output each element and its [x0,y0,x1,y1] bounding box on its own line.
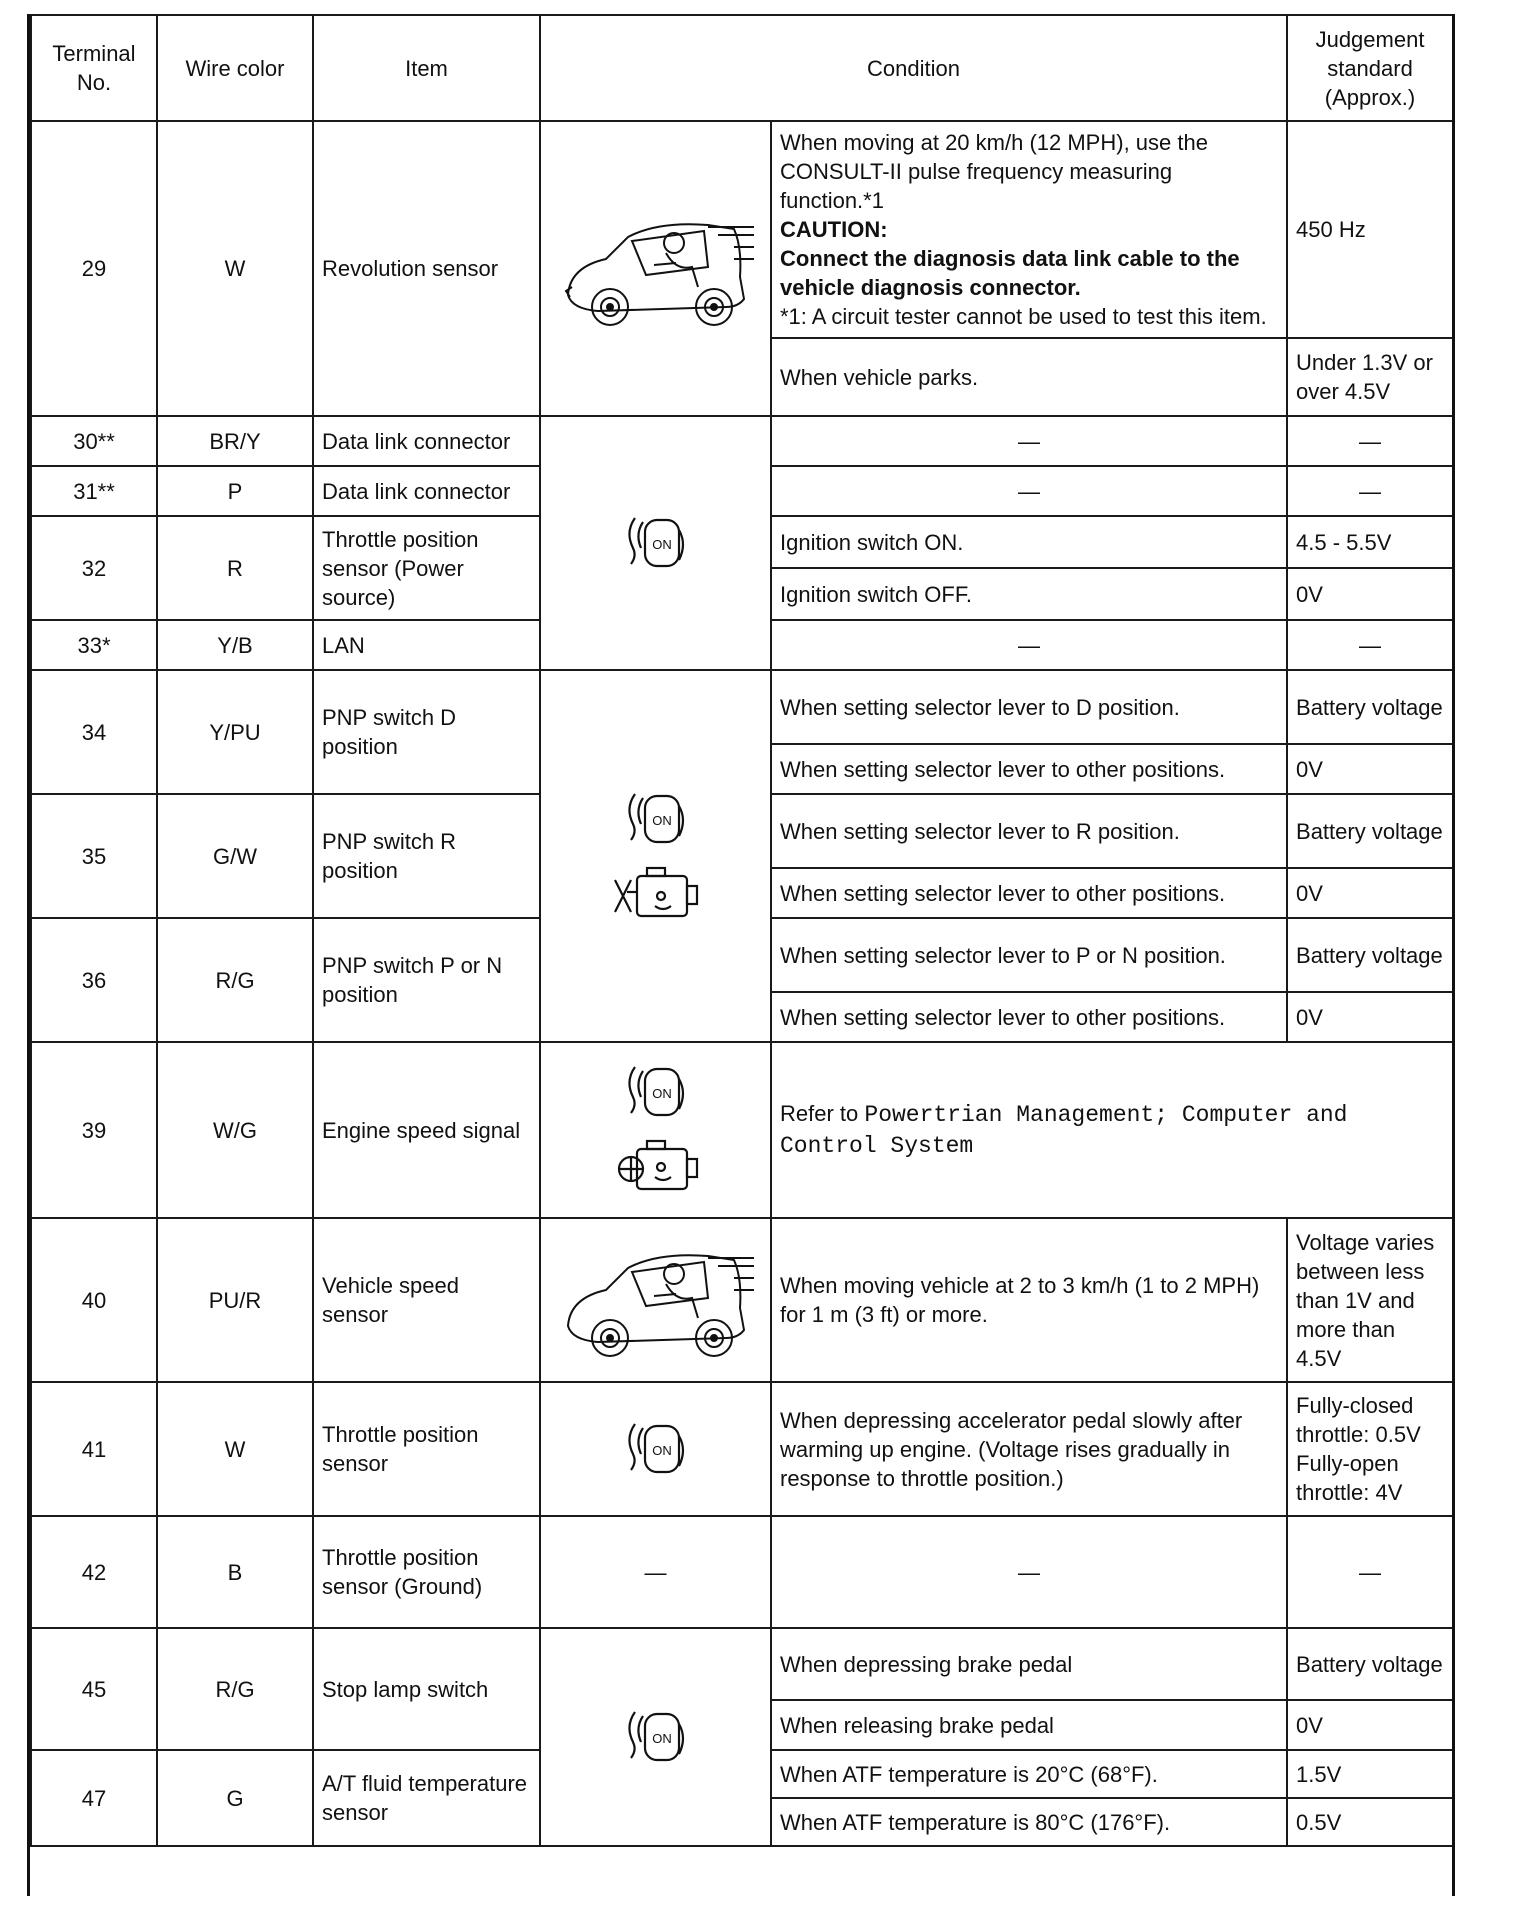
judgement-value: 0.5V [1287,1798,1453,1846]
judgement-value [1287,466,1453,516]
judgement-value: 0V [1287,1700,1453,1750]
wire-color: BR/Y [157,416,313,466]
condition-line: When moving at 20 km/h (12 MPH), use the CONSULT-II pulse frequency measuring function.*1 [780,130,1208,213]
terminal-no: 35 [31,794,157,918]
wire-color: W [157,1382,313,1516]
item-name: LAN [313,620,540,670]
terminal-no: 36 [31,918,157,1042]
ignition-on-key-icon [621,508,691,578]
wire-color: P [157,466,313,516]
condition-text [771,466,1287,516]
judgement-value: Fully-closed throttle: 0.5V Fully-open throttle: 4V [1287,1382,1453,1516]
judgement-value [1287,620,1453,670]
condition-icon-cell [540,1628,771,1846]
judgement-value: 450 Hz [1287,121,1453,338]
caution-label: CAUTION: [780,217,888,242]
condition-text [771,620,1287,670]
header-row [31,15,1453,121]
judgement-value: Under 1.3V or over 4.5V [1287,338,1453,416]
header-terminal: Terminal No. [31,15,157,121]
item-name: A/T fluid temperature sensor [313,1750,540,1846]
item-name: Stop lamp switch [313,1628,540,1750]
condition-text: When setting selector lever to R position. [771,794,1287,868]
svg-text:ON: ON [651,1731,672,1746]
wire-color: Y/B [157,620,313,670]
ignition-on-key-icon [621,1057,691,1127]
table-row [31,416,1453,466]
header-item: Item [313,15,540,121]
terminal-judgement-table [30,14,1454,1847]
table-row [31,670,1453,744]
condition-text: When ATF temperature is 80°C (176°F). [771,1798,1287,1846]
terminal-table-sheet [30,14,1452,1847]
wire-color: W [157,121,313,416]
condition-text [771,1516,1287,1628]
item-name: Throttle position sensor (Power source) [313,516,540,620]
header-condition: Condition [540,15,1287,121]
condition-text: Ignition switch OFF. [771,568,1287,620]
condition-text: When depressing accelerator pedal slowly after warming up engine. (Voltage rises gradually in response to throttle position.) [771,1382,1287,1516]
terminal-no: 32 [31,516,157,620]
judgement-value [1287,1516,1453,1628]
table-row [31,1516,1453,1628]
table-right-border [1452,14,1455,1896]
table-row [31,1628,1453,1700]
refer-prefix: Refer to [780,1101,859,1126]
condition-text: Ignition switch ON. [771,516,1287,568]
engine-stopped-icon [611,862,701,928]
item-name: Throttle position sensor [313,1382,540,1516]
item-name: PNP switch D position [313,670,540,794]
judgement-value: Voltage varies between less than 1V and more than 4.5V [1287,1218,1453,1382]
judgement-value: Battery voltage [1287,918,1453,992]
condition-text: When depressing brake pedal [771,1628,1287,1700]
judgement-value: 4.5 - 5.5V [1287,516,1453,568]
item-name: Vehicle speed sensor [313,1218,540,1382]
wire-color: R [157,516,313,620]
svg-text:ON: ON [651,813,672,828]
judgement-value: Battery voltage [1287,670,1453,744]
condition-icon-cell [540,416,771,670]
wire-color: B [157,1516,313,1628]
svg-text:ON: ON [651,1443,672,1458]
terminal-no: 42 [31,1516,157,1628]
caution-text: Connect the diagnosis data link cable to the vehicle diagnosis connector. [780,246,1240,300]
svg-text:ON: ON [651,1086,672,1101]
judgement-value: 0V [1287,744,1453,794]
item-name: Throttle position sensor (Ground) [313,1516,540,1628]
condition-icon-cell [540,1382,771,1516]
header-judgement: Judgement standard (Approx.) [1287,15,1453,121]
wire-color: R/G [157,1628,313,1750]
wire-color: Y/PU [157,670,313,794]
condition-icon-cell [540,670,771,1042]
condition-icon-cell [540,121,771,416]
terminal-no: 40 [31,1218,157,1382]
condition-text: When setting selector lever to other positions. [771,868,1287,918]
ignition-on-key-icon [621,784,691,854]
item-name: PNP switch R position [313,794,540,918]
judgement-value: 0V [1287,568,1453,620]
condition-text: When setting selector lever to other positions. [771,992,1287,1042]
condition-text: When setting selector lever to other positions. [771,744,1287,794]
header-wire-color: Wire color [157,15,313,121]
condition-text: When moving vehicle at 2 to 3 km/h (1 to 2 MPH) for 1 m (3 ft) or more. [771,1218,1287,1382]
wire-color: W/G [157,1042,313,1218]
condition-text: When releasing brake pedal [771,1700,1287,1750]
judgement-dash: — [1359,478,1382,504]
ignition-on-key-icon [621,1702,691,1772]
ignition-on-key-icon [621,1414,691,1484]
condition-dash: — [1018,428,1040,454]
wire-color: G [157,1750,313,1846]
condition-icon-cell [540,1218,771,1382]
judgement-dash: — [1359,1559,1382,1585]
terminal-no: 41 [31,1382,157,1516]
judgement-value: 1.5V [1287,1750,1453,1798]
condition-icon-cell [540,1516,771,1628]
table-row [31,121,1453,338]
table-row [31,1218,1453,1382]
item-name: PNP switch P or N position [313,918,540,1042]
terminal-no: 33* [31,620,157,670]
condition-text: When setting selector lever to P or N position. [771,918,1287,992]
terminal-no: 29 [31,121,157,416]
condition-dash: — [1018,632,1040,658]
condition-dash: — [1018,478,1040,504]
condition-text [771,121,1287,338]
terminal-no: 31** [31,466,157,516]
condition-text: When vehicle parks. [771,338,1287,416]
terminal-no: 45 [31,1628,157,1750]
terminal-no: 47 [31,1750,157,1846]
driving-car-icon [558,207,754,331]
judgement-value: Battery voltage [1287,794,1453,868]
icon-dash: — [644,1559,667,1585]
item-name: Data link connector [313,416,540,466]
judgement-value: 0V [1287,992,1453,1042]
judgement-value: 0V [1287,868,1453,918]
condition-text: When ATF temperature is 20°C (68°F). [771,1750,1287,1798]
terminal-no: 39 [31,1042,157,1218]
svg-text:ON: ON [651,537,672,552]
terminal-no: 34 [31,670,157,794]
condition-text [771,1042,1453,1218]
driving-car-icon [558,1238,754,1362]
judgement-value: Battery voltage [1287,1628,1453,1700]
item-name: Engine speed signal [313,1042,540,1218]
wire-color: G/W [157,794,313,918]
terminal-no: 30** [31,416,157,466]
item-name: Revolution sensor [313,121,540,416]
judgement-dash: — [1359,632,1382,658]
item-name: Data link connector [313,466,540,516]
condition-text: When setting selector lever to D position. [771,670,1287,744]
wire-color: R/G [157,918,313,1042]
condition-dash: — [1018,1559,1040,1585]
condition-text [771,416,1287,466]
wire-color: PU/R [157,1218,313,1382]
judgement-value [1287,416,1453,466]
engine-running-icon [611,1133,701,1203]
judgement-dash: — [1359,428,1382,454]
condition-footnote: *1: A circuit tester cannot be used to test this item. [780,304,1267,329]
table-row [31,1382,1453,1516]
condition-icon-cell [540,1042,771,1218]
table-row [31,1042,1453,1218]
refer-link[interactable]: Powertrian Management; Computer and Control System [780,1102,1348,1159]
